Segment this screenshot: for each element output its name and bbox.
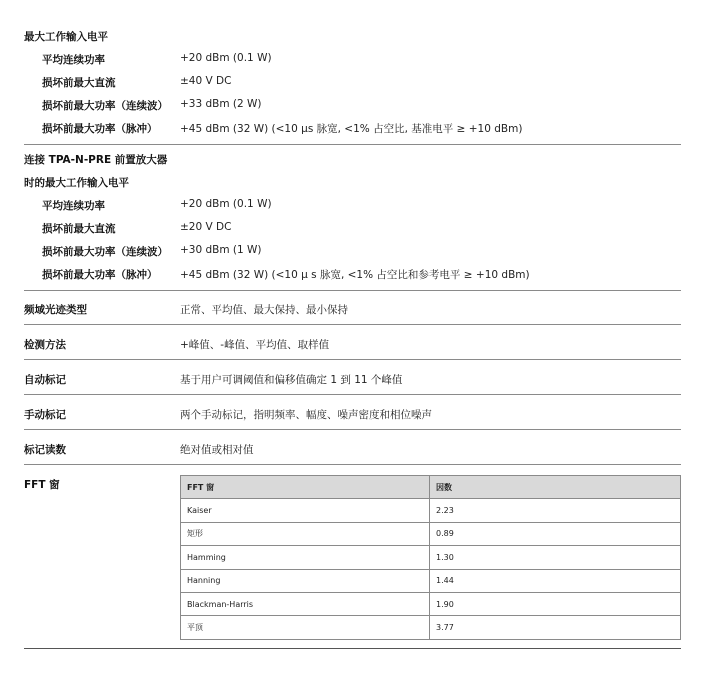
section-title-preamp-line1: 连接 TPA-N-PRE 前置放大器	[24, 154, 168, 166]
divider-bottom	[24, 648, 681, 649]
row-value: ±40 V DC	[180, 75, 232, 87]
row-label: 平均连续功率	[42, 200, 105, 212]
cell-window: Hamming	[181, 546, 430, 569]
table-row	[181, 522, 681, 545]
table-row	[181, 569, 681, 592]
row-value: +20 dBm (0.1 W)	[180, 52, 272, 64]
section-title-max-input: 最大工作输入电平	[24, 31, 108, 43]
cell-window: Blackman-Harris	[181, 592, 430, 615]
cell-factor: 0.89	[430, 522, 681, 545]
cell-factor: 1.30	[430, 546, 681, 569]
spec-label-marker-readout: 标记读数	[24, 444, 66, 456]
row-label: 损坏前最大直流	[42, 77, 116, 89]
cell-window: Kaiser	[181, 499, 430, 522]
row-label: 平均连续功率	[42, 54, 105, 66]
cell-factor: 2.23	[430, 499, 681, 522]
column-header-factor: 因数	[430, 476, 681, 499]
spec-value-marker-readout: 绝对值或相对值	[180, 444, 254, 456]
spec-label-fft-window: FFT 窗	[24, 479, 60, 491]
divider	[24, 324, 681, 325]
row-label: 损坏前最大功率（连续波）	[42, 100, 168, 112]
row-label: 损坏前最大直流	[42, 223, 116, 235]
divider	[24, 290, 681, 291]
cell-factor: 3.77	[430, 616, 681, 639]
row-value: +45 dBm (32 W) (<10 μs 脉宽, <1% 占空比, 基准电平 ≥ +10 dBm)	[180, 123, 523, 135]
spec-label-auto-marker: 自动标记	[24, 374, 66, 386]
divider	[24, 464, 681, 465]
row-label: 损坏前最大功率（脉冲）	[42, 123, 158, 135]
row-value: +45 dBm (32 W) (<10 μ s 脉宽, <1% 占空比和参考电平 ≥ +10 dBm)	[180, 269, 530, 281]
table-header-row	[181, 476, 681, 499]
table-row	[181, 616, 681, 639]
row-value: ±20 V DC	[180, 221, 232, 233]
cell-factor: 1.90	[430, 592, 681, 615]
spec-label-detection: 检测方法	[24, 339, 66, 351]
divider	[24, 359, 681, 360]
spec-value-trace-type: 正常、平均值、最大保持、最小保持	[180, 304, 348, 316]
spec-label-manual-marker: 手动标记	[24, 409, 66, 421]
cell-window: 平顶	[181, 616, 430, 639]
table-row	[181, 499, 681, 522]
spec-label-trace-type: 频域光迹类型	[24, 304, 87, 316]
cell-window: 矩形	[181, 522, 430, 545]
section-title-preamp-line2: 时的最大工作输入电平	[24, 177, 129, 189]
row-label: 损坏前最大功率（脉冲）	[42, 269, 158, 281]
fft-window-table	[180, 475, 681, 640]
spec-value-auto-marker: 基于用户可调阈值和偏移值确定 1 到 11 个峰值	[180, 374, 403, 386]
divider	[24, 394, 681, 395]
divider	[24, 429, 681, 430]
spec-value-detection: +峰值、-峰值、平均值、取样值	[180, 339, 330, 351]
table-row	[181, 546, 681, 569]
divider	[24, 144, 681, 145]
row-value: +30 dBm (1 W)	[180, 244, 262, 256]
column-header-window: FFT 窗	[181, 476, 430, 499]
table-row	[181, 592, 681, 615]
row-label: 损坏前最大功率（连续波）	[42, 246, 168, 258]
spec-value-manual-marker: 两个手动标记，指明频率、幅度、噪声密度和相位噪声	[180, 409, 432, 421]
cell-factor: 1.44	[430, 569, 681, 592]
row-value: +20 dBm (0.1 W)	[180, 198, 272, 210]
cell-window: Hanning	[181, 569, 430, 592]
row-value: +33 dBm (2 W)	[180, 98, 262, 110]
